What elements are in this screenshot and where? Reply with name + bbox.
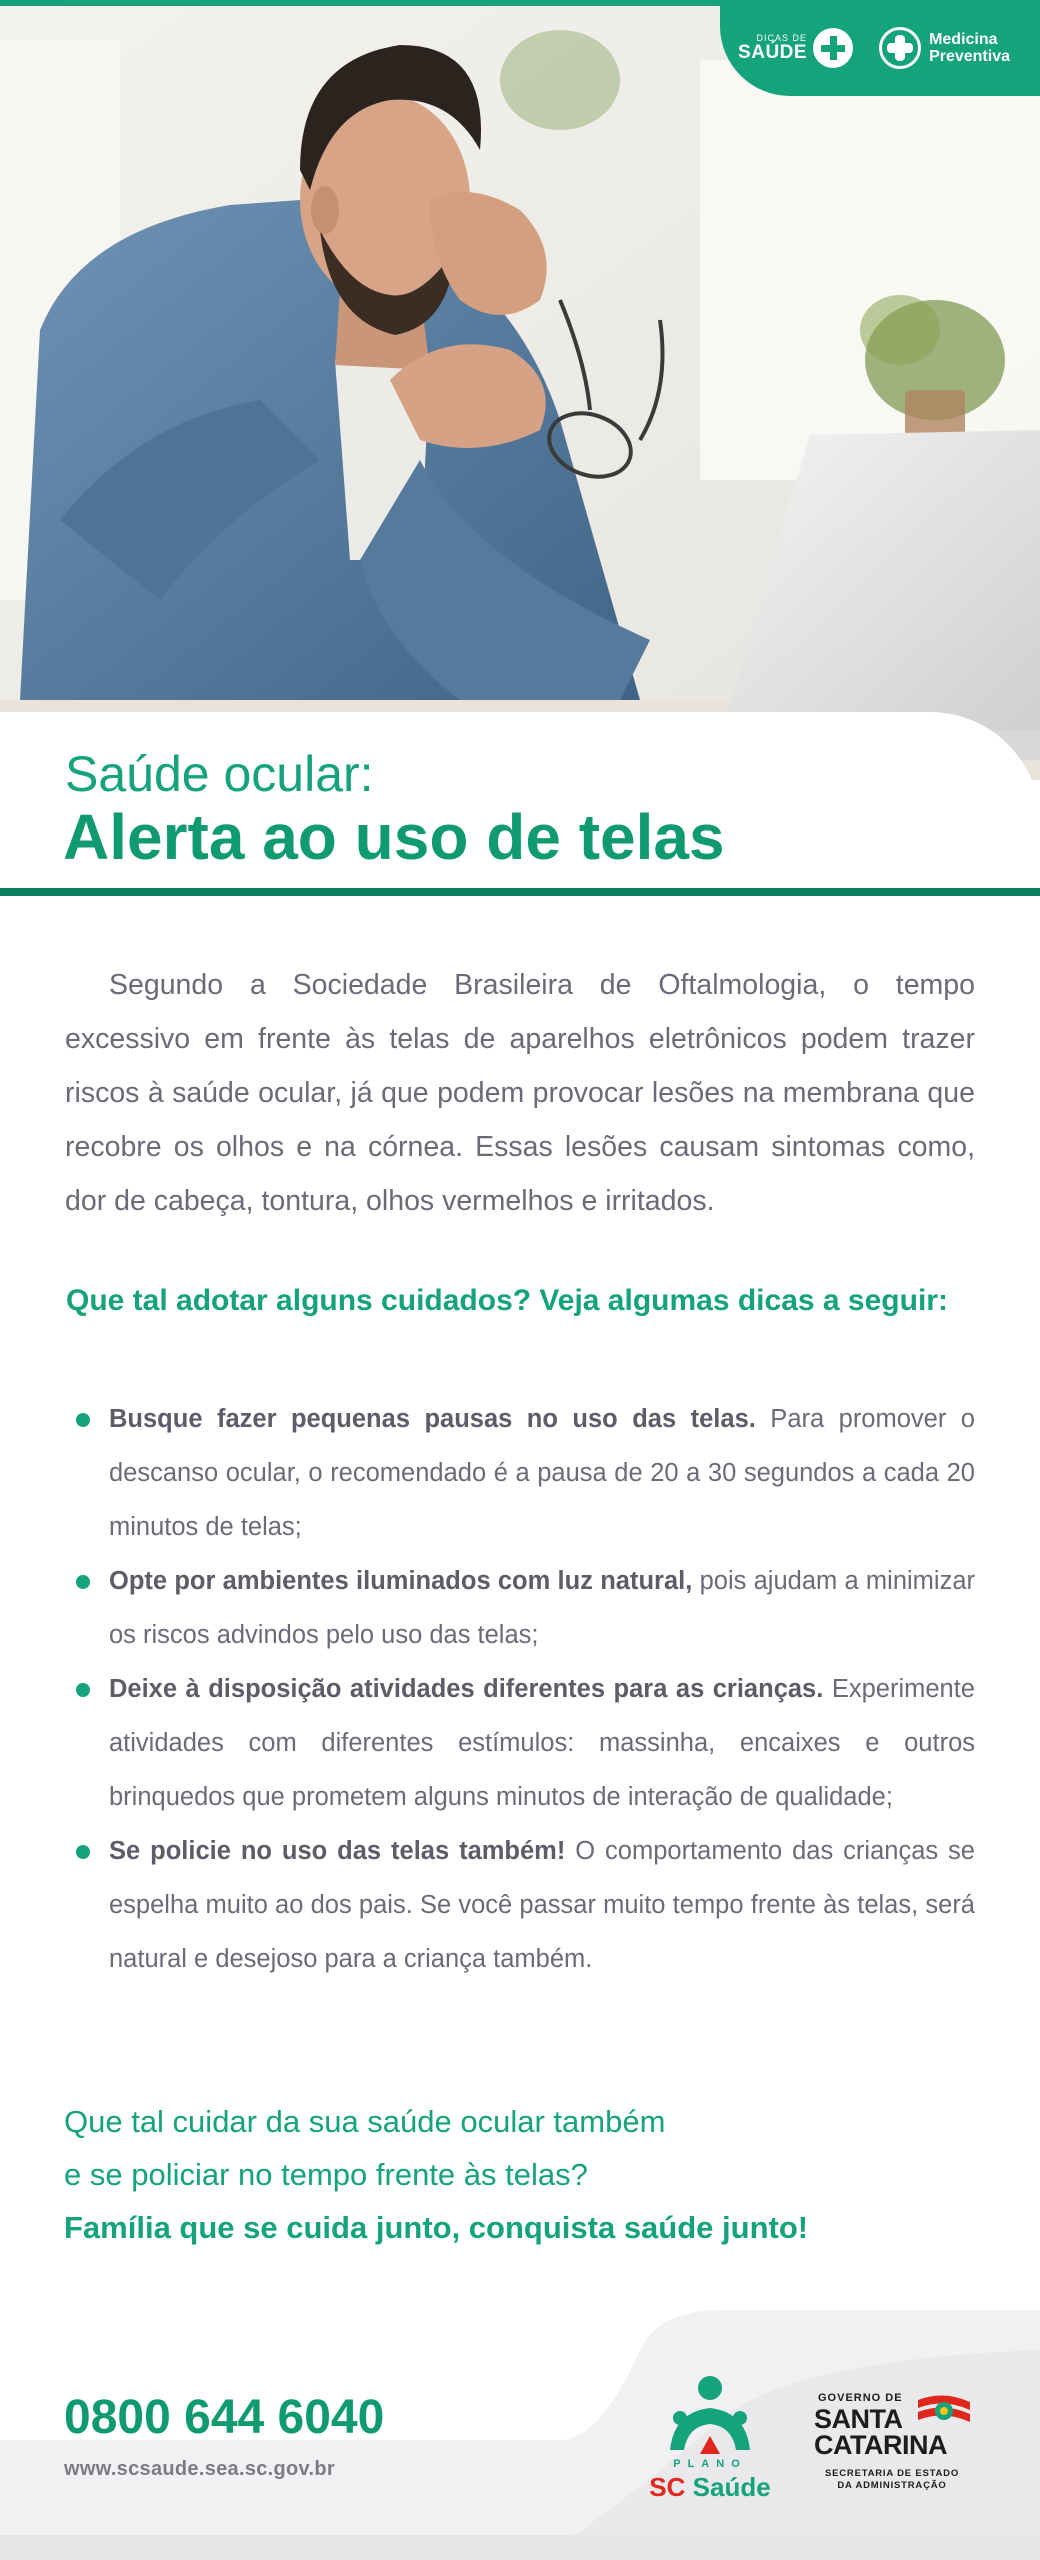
website-link[interactable]: www.scsaude.sea.sc.gov.br [64,2458,335,2480]
sc-prefix-label: SC [649,2472,686,2502]
secretaria-label [808,2468,976,2492]
medicina-preventiva-logo [879,27,1010,69]
header-badge [720,0,1040,96]
closing-slogan: Família que se cuida junto, conquista saúde junto! [64,2210,809,2245]
bullet-dot-icon [76,1575,90,1589]
secretaria-line-1: SECRETARIA DE ESTADO [824,2468,960,2479]
medicina-preventiva-icon [879,27,921,69]
tip-item [76,1662,975,1824]
intro-paragraph: Segundo a Sociedade Brasileira de Oftalmologia, o tempo excessivo em frente às telas de aparelhos eletrônicos podem trazer riscos à saúde ocular, já que podem provocar lesões na membrana que recobre os olhos e na córnea. Essas lesões causam sintomas como, dor de cabeça, tontura, olhos vermelhos e irritados. [65,969,975,1217]
santa-catarina-flag-icon [916,2394,972,2428]
tip-item [76,1392,975,1554]
bullet-dot-icon [76,1413,90,1427]
secretaria-line-2: DA ADMINISTRAÇÃO [837,2480,947,2491]
tip-bold-text: Se policie no uso das telas também! [109,1837,566,1865]
family-figure-icon [640,2372,780,2458]
hero-illustration [0,0,1040,780]
governo-de-label: GOVERNO DE [818,2392,903,2404]
governo-santa-catarina-logo [808,2392,976,2502]
page-subtitle: Saúde ocular: [65,746,374,802]
santa-label: SANTA [814,2404,903,2434]
tip-bold-text: Opte por ambientes iluminados com luz natural, [109,1567,693,1595]
tip-item [76,1554,975,1662]
bullet-dot-icon [76,1683,90,1697]
tip-item [76,1824,975,1986]
catarina-label: CATARINA [814,2430,947,2460]
plano-sc-saude-logo [640,2372,780,2542]
dicas-de-saude-logo [738,28,853,68]
closing-line-2: e se policiar no tempo frente às telas? [64,2157,588,2192]
closing-line-1: Que tal cuidar da sua saúde ocular também [64,2104,666,2139]
dicas-big-label: SAÚDE [738,42,808,63]
dicas-small-label: DICAS DE [756,33,808,43]
sc-saude-label [640,2472,780,2503]
hero-photo [0,0,1040,780]
tip-text: pois ajudam a minimizar os riscos advindos pelo uso das telas; [109,1567,975,1649]
page-title: Alerta ao uso de telas [63,801,725,873]
plano-label: PLANO [673,2458,747,2470]
tip-bold-text: Deixe à disposição atividades diferentes para as crianças. [109,1675,824,1703]
tip-text: Experimente atividades com diferentes estímulos: massinha, encaixes e outros brinquedos que prometem alguns minutos de interação de qualidade; [109,1675,975,1811]
preventiva-label: Preventiva [929,48,1010,65]
tip-text: O comportamento das crianças se espelha muito ao dos pais. Se você passar muito tempo frente às telas, será natural e desejoso para a criança também. [109,1837,975,1973]
tips-list [76,1392,975,1986]
title-divider [0,888,1040,896]
closing-message [64,2095,984,2254]
medical-cross-icon [813,28,853,68]
tips-heading: Que tal adotar alguns cuidados? Veja algumas dicas a seguir: [66,1284,948,1317]
saude-label: Saúde [692,2472,771,2502]
tip-bold-text: Busque fazer pequenas pausas no uso das telas. [109,1405,756,1433]
bullet-dot-icon [76,1845,90,1859]
phone-number[interactable]: 0800 644 6040 [64,2391,385,2444]
medicina-label: Medicina [929,31,998,48]
tip-text: Para promover o descanso ocular, o recomendado é a pausa de 20 a 30 segundos a cada 20 minutos de telas; [109,1405,975,1541]
